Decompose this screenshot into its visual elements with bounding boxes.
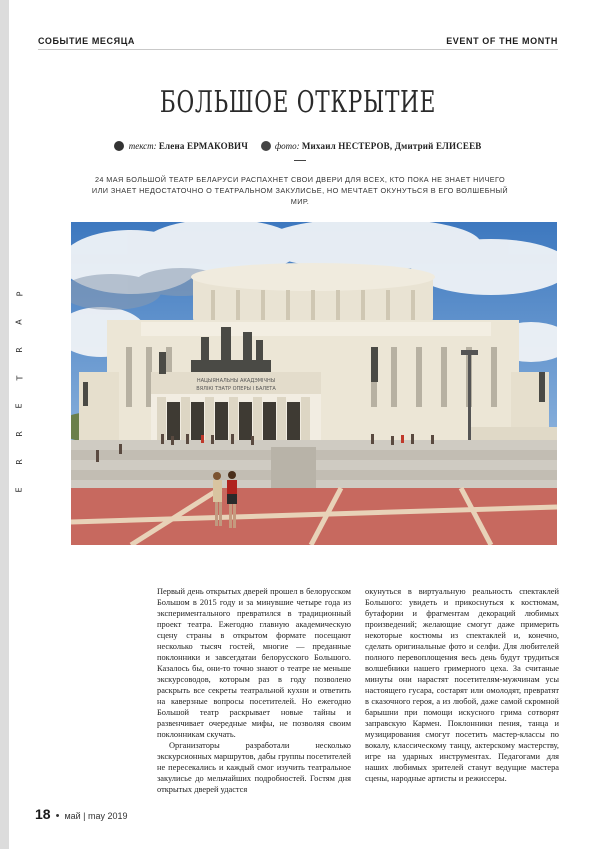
title-divider [294, 160, 306, 161]
section-label: СОБЫТИЕ МЕСЯЦА [38, 36, 135, 46]
text-credit-icon [114, 141, 124, 151]
vertical-label-letter: R [15, 431, 24, 437]
text-credit-prefix: текст: [128, 141, 157, 151]
vertical-label-letter: R [15, 459, 24, 465]
paragraph: окунуться в виртуальную реальность спектаклей Большого: увидеть и прикоснуться к костюмам, бутафории и фрагментам декораций любимых произведений; желающие смогут даже примерить некоторые костюмы из спектаклей и, конечно, сделать оригинальные фото и селфи. Для любителей полного перевоплощения весь день будут трудиться волшебники нашего гримерного цеха. За считаные минуты они нарастят посетителям-мужчинам усы настоящего гусара, состарят или омолодят, превратят в сказочного героя, а из любой, даже самой скромной барышни при помощи искусного грима сотворят заправскую Кармен. Поклонники пения, танца и музицирования смогут посетить мастер-классы по вокалу, классическому танцу, актерскому мастерству, игре на ударных инструментах. Педагогами для наших любимых зрителей станут ведущие мастера сцены, народные артисты и режиссеры. [365, 587, 559, 783]
vertical-label-letter: T [14, 375, 24, 381]
side-strip [0, 0, 9, 849]
article-credits [38, 141, 558, 151]
page-header [38, 35, 558, 50]
page-footer [35, 806, 128, 822]
article-column-1 [157, 586, 351, 795]
paragraph: Организаторы разработали несколько экскурсионных маршрутов, дабы группы посетителей не пересекались и каждый смог изучить театральное закулисье до мельчайших подробностей. Гостям дня открытых дверей удастся [157, 741, 351, 794]
article-column-2 [365, 586, 559, 784]
text-author: Елена ЕРМАКОВИЧ [158, 141, 249, 151]
photo-credit-prefix: фото: [274, 141, 300, 151]
facade-sign-line-2: ВЯЛІКІ ТЭАТР ОПЕРЫ І БАЛЕТА [196, 386, 276, 392]
page-number: 18 [35, 806, 51, 822]
footer-bullet: • [55, 810, 60, 822]
vertical-label-letter: E [15, 403, 24, 409]
theatre-photo [71, 222, 557, 545]
camera-icon [261, 141, 271, 151]
article-lead: 24 МАЯ БОЛЬШОЙ ТЕАТР БЕЛАРУСИ РАСПАХНЕТ СВОИ ДВЕРИ ДЛЯ ВСЕХ, КТО ПОКА НЕ ЗНАЕТ НИЧЕГО ИЛИ ЗНАЕТ НЕДОСТАТОЧНО О ТЕАТРАЛЬНОМ ЗАКУЛИСЬЕ, НО МЕЧТАЕТ ОКУНУТЬСЯ В ЕГО ВОЛШЕБНЫЙ МИР. [91, 175, 509, 206]
photo-authors: Михаил НЕСТЕРОВ, Дмитрий ЕЛИСЕЕВ [301, 141, 482, 151]
article-title: БОЛЬШОЕ ОТКРЫТИЕ [159, 85, 437, 120]
facade-sign-line-1: НАЦЫЯНАЛЬНЫ АКАДЭМІЧНЫ [196, 378, 276, 384]
vertical-label-letter: R [15, 347, 24, 353]
vertical-label-letter: P [14, 291, 24, 297]
section-label-en: EVENT OF THE MONTH [446, 36, 558, 46]
vertical-label-letter: A [14, 319, 24, 325]
parterre-vertical-label [14, 290, 26, 494]
issue-date: май | may 2019 [64, 811, 128, 821]
vertical-label-letter: E [15, 487, 24, 493]
paragraph: Первый день открытых дверей прошел в белорусском Большом в 2015 году и за минувшие четыре года из экспериментального превратился в традиционный проект театра. Ежегодно главную академическую сцену страны в открытом формате посещают несколько тысяч гостей, многие — преданные поклонники и завсегдатаи белорусского Большого. Казалось бы, они-то точно знают о театре не меньше экскурсоводов, которым раз в году позволено раскрыть все секреты театральной кухни и ответить на каверзные вопросы посетителей. Но ежегодно Большой театр раскрывает новые тайны и развенчивает очередные мифы, не позволяя своим поклонникам скучать. [157, 587, 351, 739]
